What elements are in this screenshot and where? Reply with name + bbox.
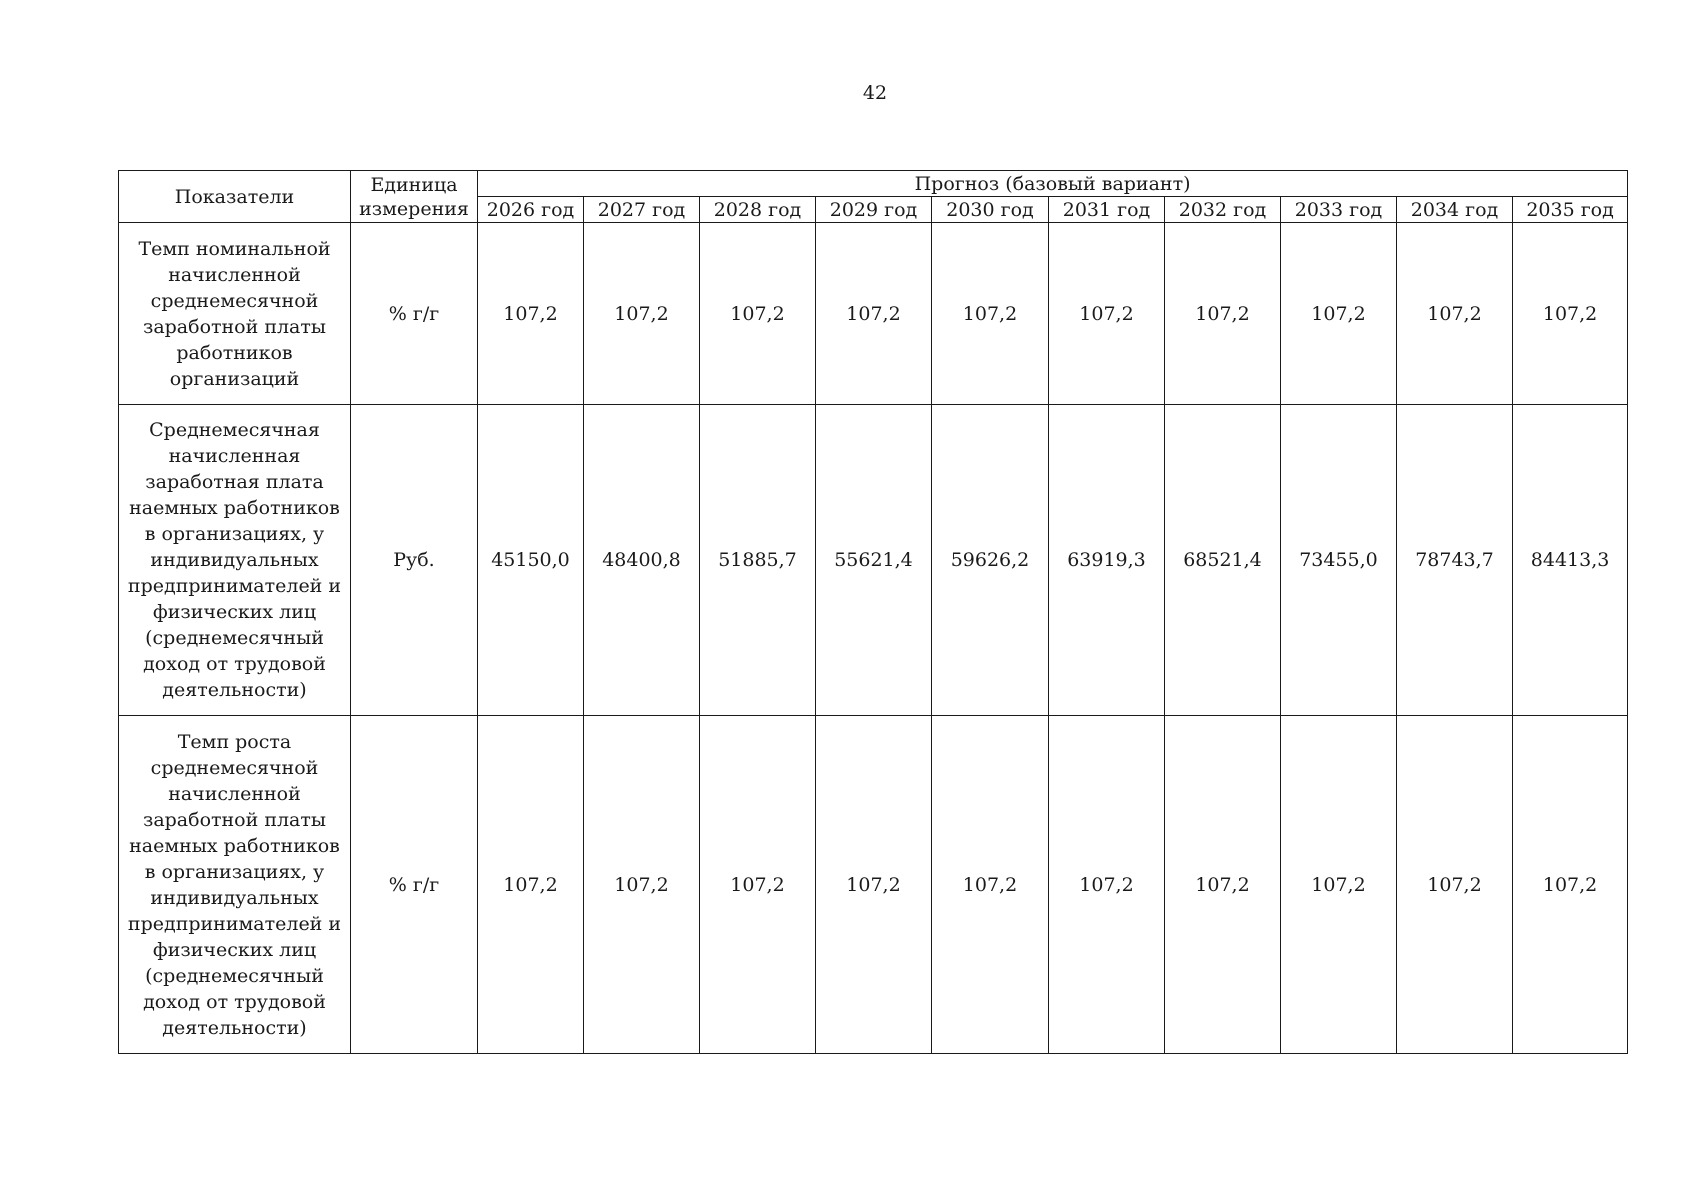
row-value: 107,2 bbox=[932, 716, 1049, 1054]
header-year: 2026 год bbox=[478, 197, 584, 223]
header-year: 2033 год bbox=[1281, 197, 1397, 223]
row-unit: % г/г bbox=[351, 716, 478, 1054]
header-indicators: Показатели bbox=[119, 171, 351, 223]
page-number: 42 bbox=[862, 82, 888, 104]
row-value: 107,2 bbox=[816, 716, 932, 1054]
forecast-table bbox=[118, 170, 1628, 1054]
row-value: 45150,0 bbox=[478, 405, 584, 716]
row-value: 107,2 bbox=[1049, 223, 1165, 405]
header-year: 2034 год bbox=[1397, 197, 1513, 223]
header-unit: Единица измерения bbox=[351, 171, 478, 223]
header-year: 2030 год bbox=[932, 197, 1049, 223]
header-year: 2032 год bbox=[1165, 197, 1281, 223]
row-value: 107,2 bbox=[478, 223, 584, 405]
row-value: 107,2 bbox=[1049, 716, 1165, 1054]
row-value: 107,2 bbox=[1281, 716, 1397, 1054]
row-value: 107,2 bbox=[700, 716, 816, 1054]
row-value: 107,2 bbox=[700, 223, 816, 405]
header-forecast-group: Прогноз (базовый вариант) bbox=[478, 171, 1628, 197]
row-value: 107,2 bbox=[1165, 223, 1281, 405]
table-row bbox=[119, 716, 1628, 1054]
row-value: 107,2 bbox=[1397, 716, 1513, 1054]
header-row-1 bbox=[119, 171, 1628, 197]
row-value: 63919,3 bbox=[1049, 405, 1165, 716]
row-value: 51885,7 bbox=[700, 405, 816, 716]
table-row bbox=[119, 223, 1628, 405]
row-value: 107,2 bbox=[1513, 223, 1628, 405]
row-value: 107,2 bbox=[1513, 716, 1628, 1054]
header-year: 2035 год bbox=[1513, 197, 1628, 223]
row-value: 84413,3 bbox=[1513, 405, 1628, 716]
row-indicator: Среднемесячная начисленная заработная плата наемных работников в организациях, у индивидуальных предпринимателей и физических лиц (среднемесячный доход от трудовой деятельности) bbox=[119, 405, 351, 716]
header-year: 2028 год bbox=[700, 197, 816, 223]
row-value: 107,2 bbox=[1165, 716, 1281, 1054]
row-value: 73455,0 bbox=[1281, 405, 1397, 716]
header-year: 2029 год bbox=[816, 197, 932, 223]
header-year: 2031 год bbox=[1049, 197, 1165, 223]
table-row bbox=[119, 405, 1628, 716]
row-unit: % г/г bbox=[351, 223, 478, 405]
row-value: 107,2 bbox=[932, 223, 1049, 405]
row-value: 107,2 bbox=[816, 223, 932, 405]
row-value: 107,2 bbox=[1397, 223, 1513, 405]
row-value: 107,2 bbox=[1281, 223, 1397, 405]
row-value: 55621,4 bbox=[816, 405, 932, 716]
row-indicator: Темп роста среднемесячной начисленной заработной платы наемных работников в организациях, у индивидуальных предпринимателей и физических лиц (среднемесячный доход от трудовой деятельности) bbox=[119, 716, 351, 1054]
row-value: 107,2 bbox=[478, 716, 584, 1054]
row-value: 59626,2 bbox=[932, 405, 1049, 716]
row-value: 48400,8 bbox=[584, 405, 700, 716]
row-value: 78743,7 bbox=[1397, 405, 1513, 716]
row-unit: Руб. bbox=[351, 405, 478, 716]
row-value: 107,2 bbox=[584, 223, 700, 405]
row-value: 68521,4 bbox=[1165, 405, 1281, 716]
row-value: 107,2 bbox=[584, 716, 700, 1054]
row-indicator: Темп номинальной начисленной среднемесячной заработной платы работников организаций bbox=[119, 223, 351, 405]
header-year: 2027 год bbox=[584, 197, 700, 223]
